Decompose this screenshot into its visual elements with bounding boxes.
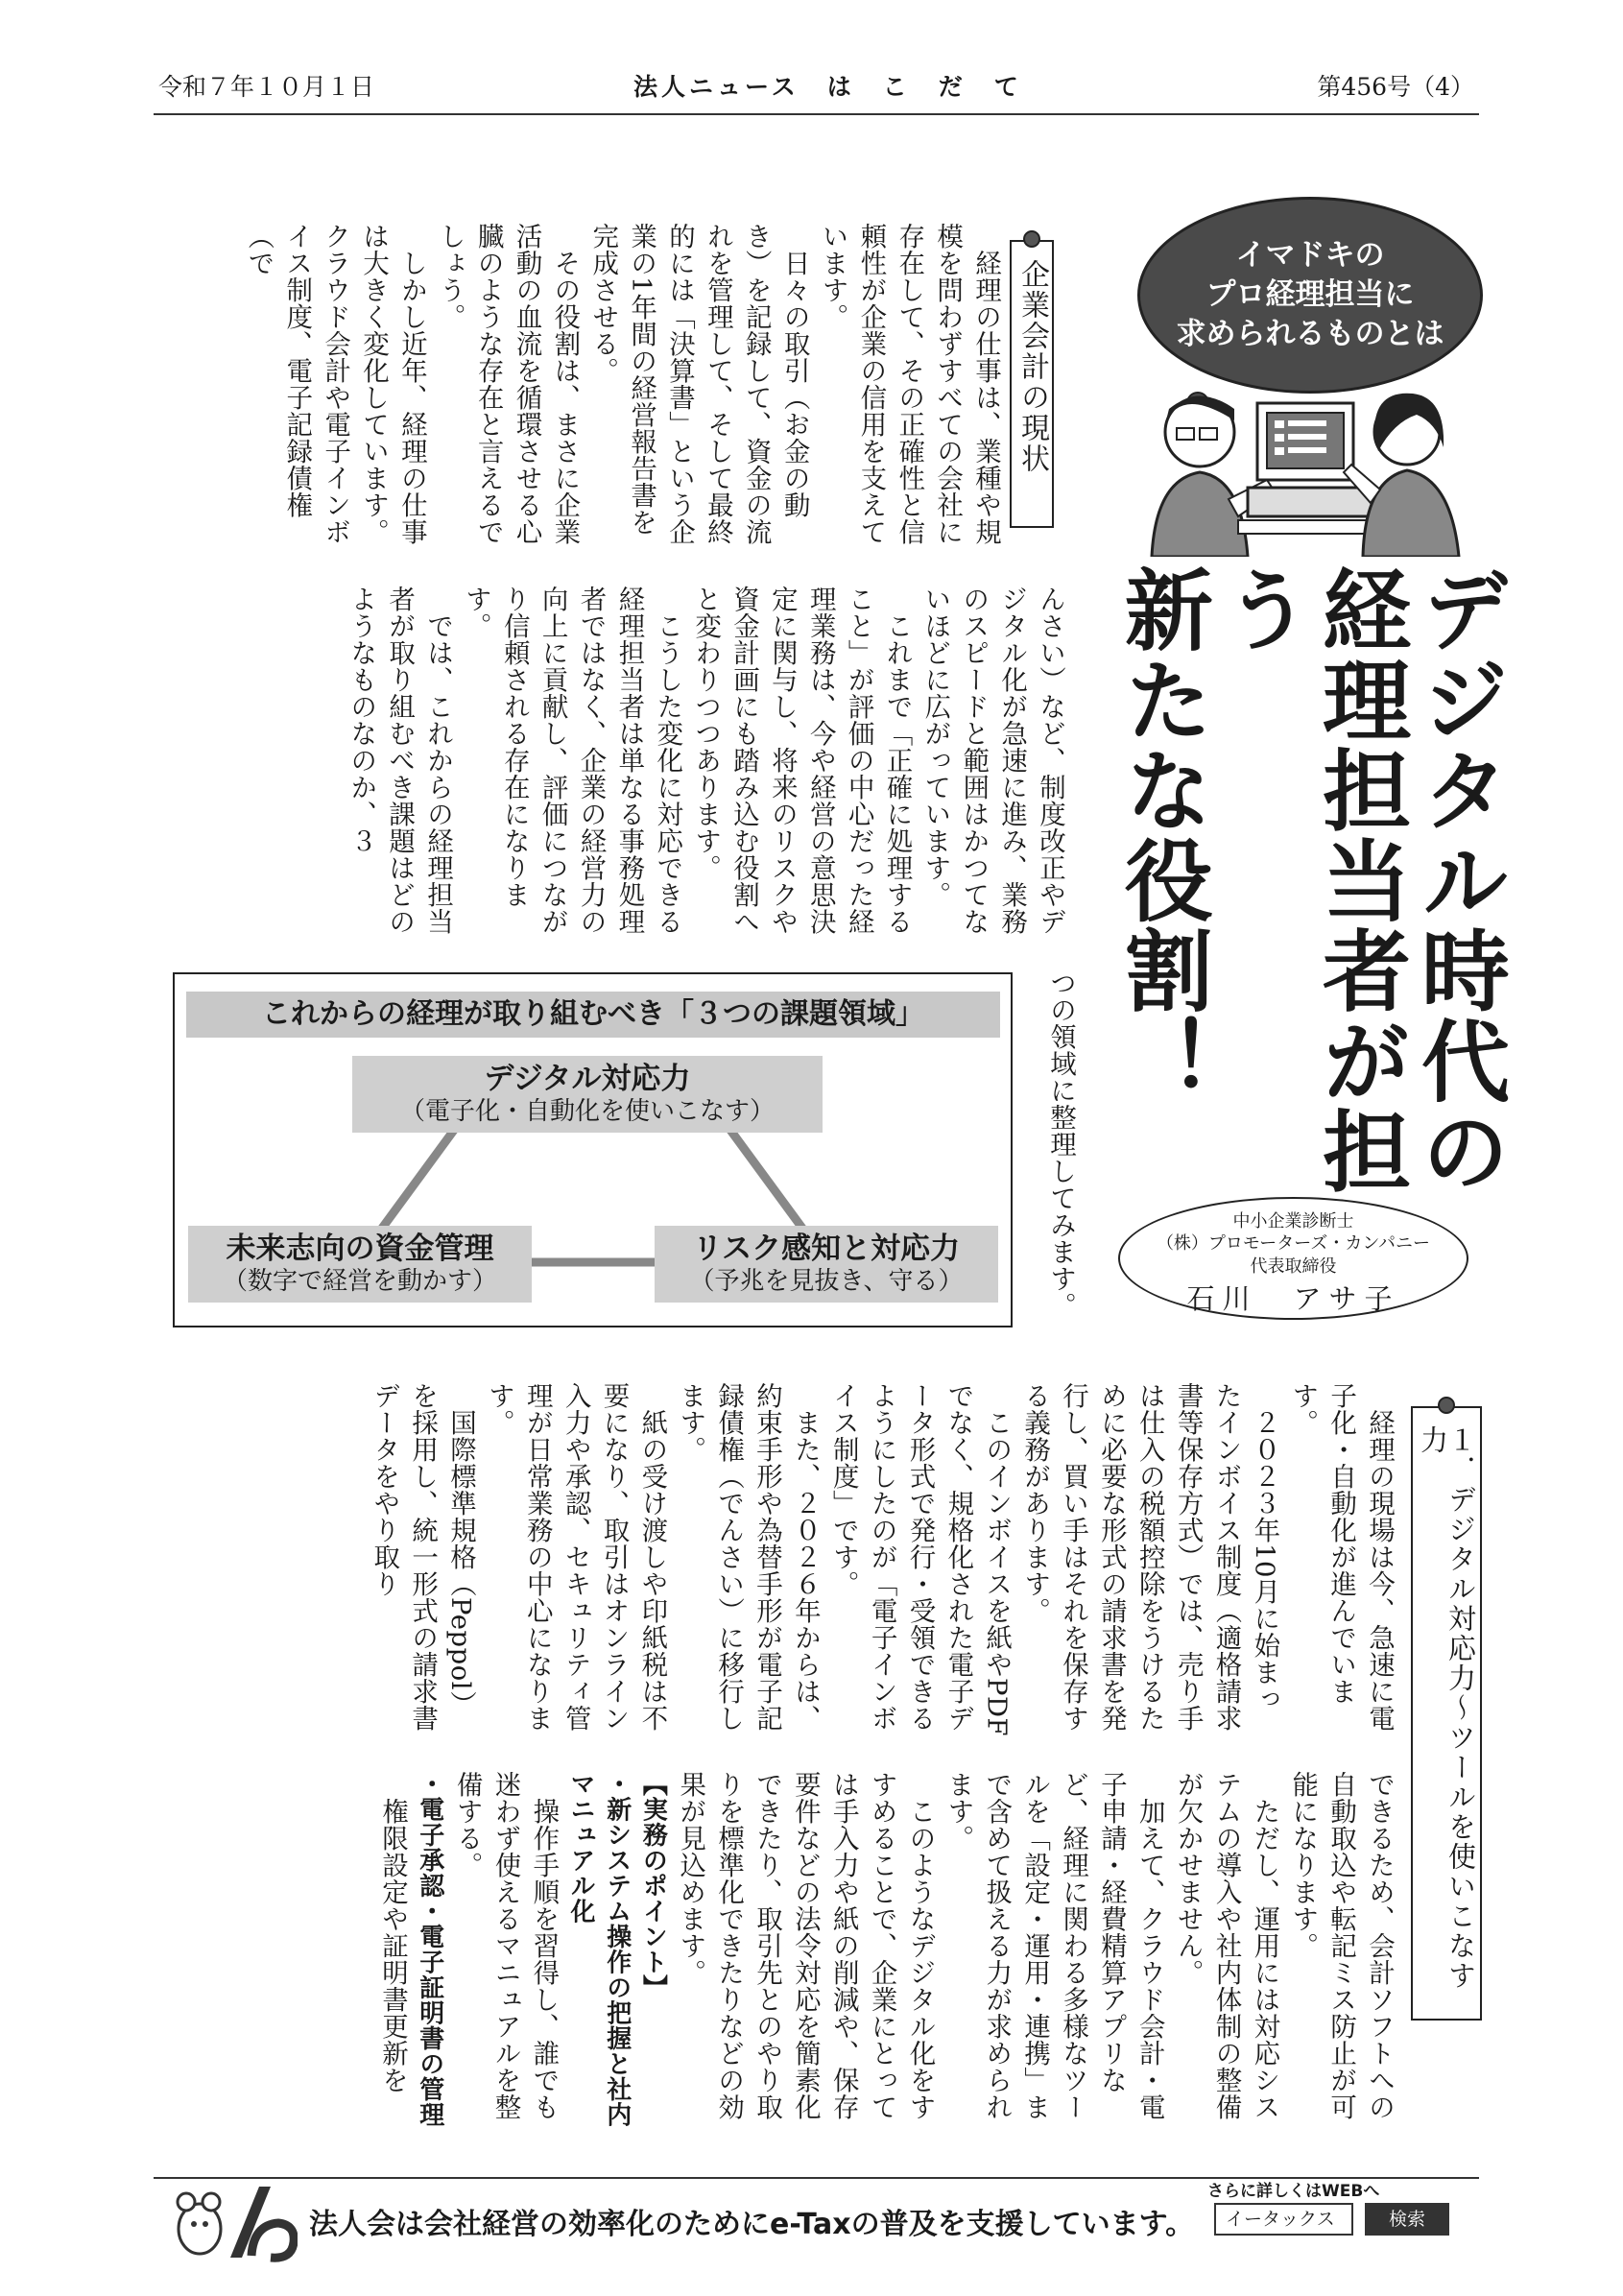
paragraph: できるため、会計ソフトへの自動取込や転記ミス防止が可能になります。 [1287, 1771, 1395, 2120]
paragraph: その役割は、まさに企業活動の血流を循環させる心臓のような存在と言えるでしょう。 [434, 223, 581, 545]
pin-icon [1023, 230, 1040, 248]
headline-line: 経理担当者が担う [1208, 564, 1411, 1196]
paragraph: ２０２３年10月に始まったインボイス制度（適格請求書等保存方式）では、売り手は仕入の税額控除をうけるために必要な形式の請求書を発行し、買い手はそれを保存する義務があります。 [1019, 1382, 1280, 1732]
paragraph: しかし近年、経理の仕事は大きく変化しています。クラウド会計や電子インボイス制度、電子記録債権（で [243, 223, 427, 545]
author-position: 代表取締役 [1250, 1256, 1337, 1277]
headline-line: 新たな役割！ [1110, 564, 1213, 1106]
issue-number: 第456号（4） [1317, 73, 1474, 101]
paragraph: んさい）など、制度改正やデジタル化が急速に進み、業務のスピードと範囲はかつてないほどに広がっています。 [919, 586, 1065, 935]
section-heading-text: １．デジタル対応力～ツールを使いこなす力 [1417, 1425, 1477, 1991]
section-heading-current-state [1010, 240, 1054, 528]
article-column-upper [169, 223, 1004, 549]
headline-line: デジタル時代の [1407, 564, 1510, 1196]
article-headline [1112, 564, 1508, 1217]
author-title: 中小企業診断士 [1232, 1211, 1354, 1232]
article-column-middle [166, 586, 1068, 950]
paragraph: ただし、運用には対応システムの導入や社内体制の整備が欠かせません。 [1172, 1771, 1280, 2120]
node-subtitle: （電子化・自動化を使いこなす） [399, 1097, 775, 1127]
paragraph: 経理の現場は今、急速に電子化・自動化が進んでいます。 [1287, 1382, 1395, 1732]
newspaper-title: 法人ニュース は こ だ て [633, 73, 1022, 101]
diagram-node-digital [352, 1056, 823, 1133]
section-heading-text: 企業会計の現状 [1015, 259, 1049, 474]
node-title: リスク感知と対応力 [692, 1232, 961, 1266]
search-button[interactable]: 検索 [1365, 2203, 1449, 2236]
paragraph: 加えて、クラウド会計・電子申請・経費精算アプリなど、経理に関わる多様なツールを「設定・運用・連携」まで含めて扱える力が求められます。 [943, 1771, 1165, 2120]
article-column-section2-upper [111, 1382, 1397, 1737]
paragraph: では、これからの経理担当者が取り組むべき課題はどのようなものなのか、３ [346, 586, 453, 935]
paragraph: このインボイスを紙やPDFでなく、規格化された電子データ形式で発行・受領できるようにしたのが「電子インボイス制度」です。 [827, 1382, 1013, 1736]
node-subtitle: （数字で経営を動かす） [222, 1267, 497, 1297]
author-company: （株）プロモーターズ・カンパニー [1156, 1233, 1431, 1255]
paragraph: 経理の仕事は、業種や規模を問わずすべての会社に存在して、その正確性と信頼性が企業の信用を支えています。 [817, 223, 1001, 545]
node-subtitle: （予兆を見抜き、守る） [689, 1267, 964, 1297]
pin-icon [1438, 1397, 1455, 1414]
three-areas-diagram [173, 972, 1013, 1327]
diagram-node-risk [655, 1226, 998, 1303]
paragraph: 日々の取引（お金の動き）を記録して、資金の流れを管理して、そして最終的には「決算書」という企業の1年間の経営報告書を完成させる。 [587, 223, 810, 545]
search-input[interactable]: イータックス [1214, 2203, 1353, 2236]
article-column-continuation [1037, 969, 1079, 1334]
paragraph: これまで「正確に処理すること」が評価の中心だった経理業務は、今や経営の意思決定に関与し、将来のリスクや資金計画にも踏み込む役割へと変わりつつあります。 [690, 586, 913, 935]
bubble-line: プロ経理担当に [1205, 277, 1415, 313]
paragraph: こうした変化に対応できる経理担当者は単なる事務処理者ではなく、企業の経営力の向上に貢献し、評価につながり信頼される存在になります。 [460, 586, 683, 935]
node-title: デジタル対応力 [484, 1062, 691, 1096]
bubble-line: イマドキの [1235, 238, 1385, 274]
paragraph: また、２０２６年からは、約束手形や為替手形が電子記録債権（でんさい）に移行します。 [675, 1382, 821, 1732]
node-title: 未来志向の資金管理 [226, 1232, 494, 1266]
diagram-node-funds [188, 1226, 532, 1303]
mascot-logo [163, 2181, 298, 2262]
bubble-line: 求められるものとは [1176, 316, 1444, 351]
practice-point: ・新システム操作の把握と社内マニュアル化 [566, 1771, 632, 2127]
author-name: 石川 アサ子 [1186, 1282, 1400, 1316]
diagram-title: これからの経理が取り組むべき「３つの課題領域」 [186, 992, 1000, 1038]
section-heading-digital [1411, 1406, 1482, 2021]
office-workers-illustration [1142, 365, 1468, 557]
paragraph: 権限設定や証明書更新を [377, 1797, 408, 2093]
paragraph: 紙の受け渡しや印紙税は不要になり、取引はオンライン入力や承認、セキュリティ管理が日常業務の中心になります。 [483, 1382, 668, 1732]
practice-points-heading: 【実務のポイント】 [638, 1771, 668, 2000]
paragraph: このようなデジタル化をすすめることで、企業にとっては手入力や紙の削減や、保存要件などの法令対応を簡素化できたり、取引先とのやり取りを標準化できたりなどの効果が見込めます。 [675, 1771, 936, 2120]
header-date: 令和７年１０月１日 [158, 73, 375, 101]
paragraph: つの領域に整理してみます。 [1045, 969, 1076, 1319]
paragraph: 国際標準規格（Peppol）を採用し、統一形式の請求書データをやり取り [369, 1382, 476, 1732]
footer-web-prompt: さらに詳しくはWEBへ [1207, 2182, 1380, 2201]
footer-slogan: 法人会は会社経営の効率化のためにe-Taxの普及を支援しています。 [309, 2208, 1195, 2241]
paragraph: 操作手順を習得し、誰でも迷わず使えるマニュアルを整備する。 [451, 1771, 560, 2120]
article-column-section2-lower [111, 1771, 1397, 2136]
practice-point: ・電子承認・電子証明書の管理 [415, 1771, 444, 2127]
author-credit [1118, 1197, 1468, 1320]
